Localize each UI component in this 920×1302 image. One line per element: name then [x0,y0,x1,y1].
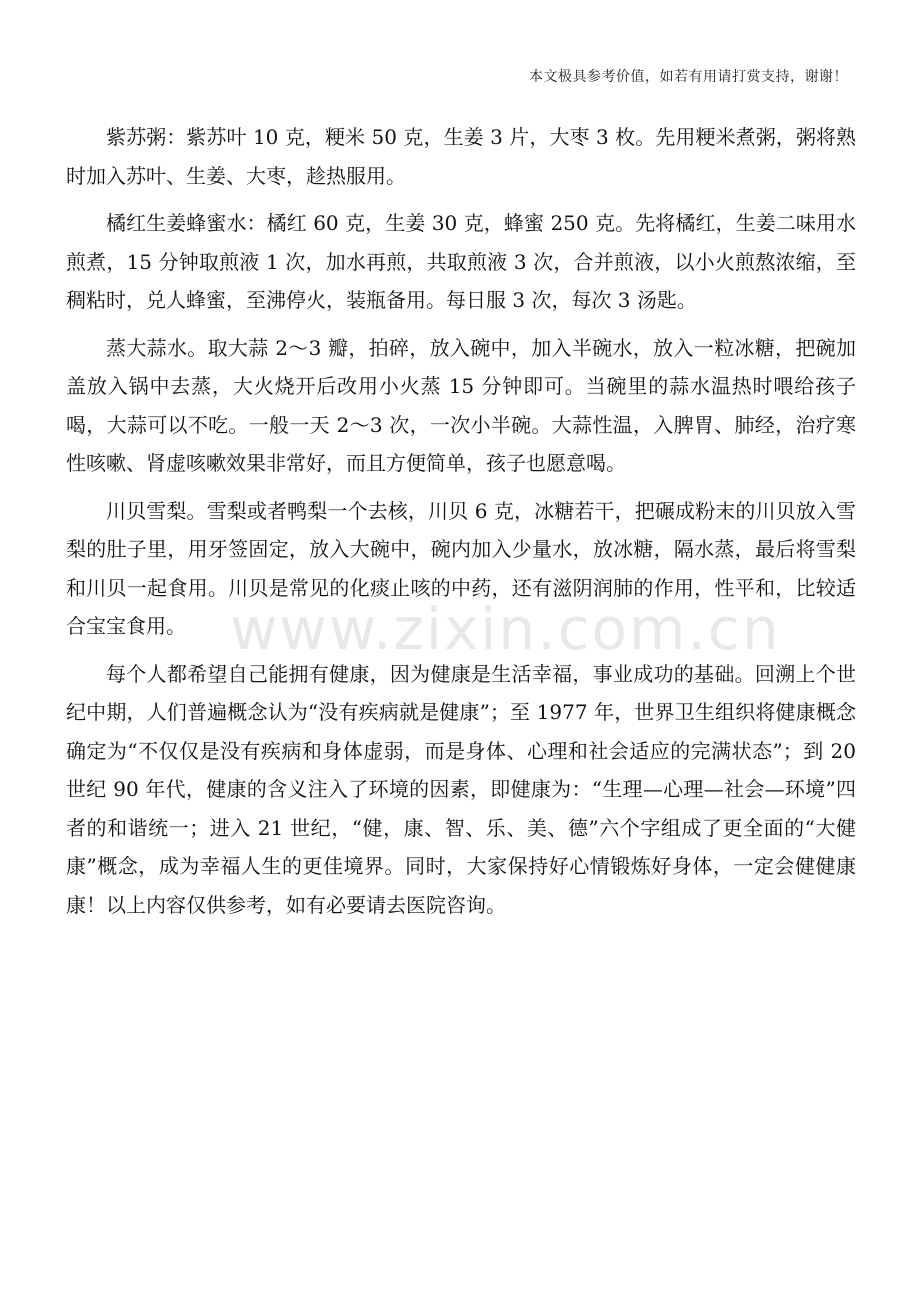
paragraph-health-concept: 每个人都希望自己能拥有健康，因为健康是生活幸福，事业成功的基础。回溯上个世纪中期，人们普遍概念认为“没有疾病就是健康”；至 1977 年，世界卫生组织将健康概念确定为“不仅仅是没有疾病和身体虚弱，而是身体、心理和社会适应的完满状态”；到 20 世纪 90 年代，健康的含义注入了环境的因素，即健康为：“生理—心理—社会—环境”四者的和谐统一；进入 21 世纪，“健，康、智、乐、美、德”六个字组成了更全面的“大健康”概念，成为幸福人生的更佳境界。同时，大家保持好心情锻炼好身体，一定会健健康康！以上内容仅供参考，如有必要请去医院咨询。 [66,661,856,917]
paragraph-zisu-porridge: 紫苏粥：紫苏叶 10 克，粳米 50 克，生姜 3 片，大枣 3 枚。先用粳米煮粥，粥将熟时加入苏叶、生姜、大枣，趁热服用。 [66,125,856,188]
paragraph-chuanbei-pear: 川贝雪梨。雪梨或者鸭梨一个去核，川贝 6 克，冰糖若干，把碾成粉末的川贝放入雪梨的肚子里，用牙签固定，放入大碗中，碗内加入少量水，放冰糖，隔水蒸，最后将雪梨和川贝一起食用。川贝是常见的化痰止咳的中药，还有滋阴润肺的作用，性平和，比较适合宝宝食用。 [66,498,856,638]
paragraph-orange-ginger-honey: 橘红生姜蜂蜜水：橘红 60 克，生姜 30 克，蜂蜜 250 克。先将橘红，生姜二味用水煎煮，15 分钟取煎液 1 次，加水再煎，共取煎液 3 次，合并煎液，以小火煎熬浓缩，至稠粘时，兑人蜂蜜，至沸停火，装瓶备用。每日服 3 次，每次 3 汤匙。 [66,211,856,312]
header-note: 本文极具参考价值，如若有用请打赏支持，谢谢！ [529,69,848,85]
watermark: www.zixin.com.cn [230,595,781,663]
document-body [66,118,856,933]
paragraph-steamed-garlic: 蒸大蒜水。取大蒜 2～3 瓣，拍碎，放入碗中，加入半碗水，放入一粒冰糖，把碗加盖放入锅中去蒸，大火烧开后改用小火蒸 15 分钟即可。当碗里的蒜水温热时喂给孩子喝，大蒜可以不吃。一般一天 2～3 次，一次小半碗。大蒜性温，入脾胃、肺经，治疗寒性咳嗽、肾虚咳嗽效果非常好，而且方便简单，孩子也愿意喝。 [66,335,856,475]
